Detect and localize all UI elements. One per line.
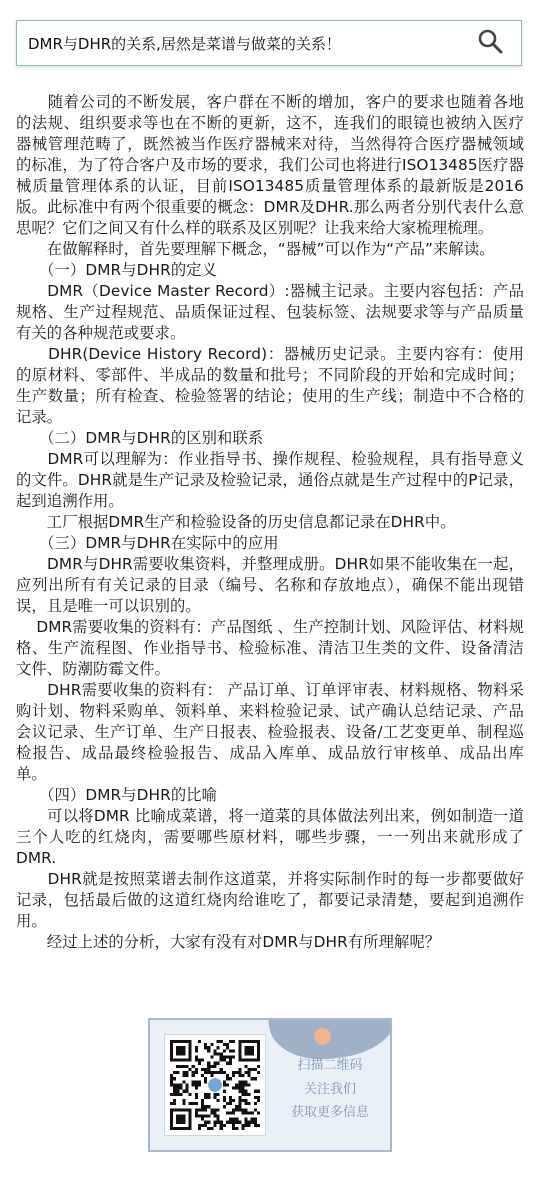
qr-card — [148, 1018, 392, 1152]
article-paragraph: DMR与DHR需要收集资料，并整理成册。DHR如果不能收集在一起，应列出所有有关记录的目录（编号、名称和存放地点），确保不能出现错误，且是唯一可以识别的。 — [16, 555, 524, 615]
qr-caption-line: 扫描二维码 — [297, 1058, 363, 1073]
qr-caption-line: 获取更多信息 — [290, 1105, 369, 1120]
article-body — [16, 92, 524, 953]
section-heading: （二）DMR与DHR的区别和联系 — [16, 429, 264, 447]
article-paragraph: 经过上述的分析，大家有没有对DMR与DHR有所理解呢？ — [16, 933, 441, 951]
article-paragraph: DHR需要收集的资料有： 产品订单、订单评审表、材料规格、物料采购计划、物料采购单、领料单、来料检验记录、试产确认总结记录、产品会议记录、生产订单、生产日报表、检验报表、设备/工艺变更单、制程巡检报告、成品最终检验报告、成品入库单、成品放行审核单、成品出库单。 — [16, 681, 524, 783]
search-bar[interactable] — [16, 20, 522, 66]
section-heading: （四）DMR与DHR的比喻 — [16, 786, 218, 804]
qr-caption — [278, 1054, 382, 1125]
search-icon[interactable] — [477, 28, 521, 58]
article-paragraph: 随着公司的不断发展，客户群在不断的增加，客户的要求也随着各地的法规、组织要求等也在不断的更新，这不，连我们的眼镜也被纳入医疗器械管理范畴了，既然被当作医疗器械来对待，当然得符合医疗器械领域的标准，为了符合客户及市场的要求，我们公司也将进行ISO13485医疗器械质量管理体系的认证，目前ISO13485质量管理体系的最新版是2016版。此标准中有两个很重要的概念：DMR及DHR.那么两者分别代表什么意思呢？它们之间又有什么样的联系及区别呢？让我来给大家梳理梳理。 — [16, 93, 524, 237]
article-paragraph: DHR(Device History Record)：器械历史记录。主要内容有：使用的原材料、零部件、半成品的数量和批号；不同阶段的开始和完成时间；生产数量；所有检查、检验签署的结论；使用的生产线；制造中不合格的记录。 — [16, 345, 524, 426]
search-title: DMR与DHR的关系,居然是菜谱与做菜的关系！ — [28, 34, 341, 53]
section-heading: （一）DMR与DHR的定义 — [16, 261, 218, 279]
qr-caption-line: 关注我们 — [303, 1081, 356, 1097]
qr-code-icon[interactable] — [164, 1034, 266, 1136]
article-paragraph: 可以将DMR 比喻成菜谱，将一道菜的具体做法列出来，例如制造一道三个人吃的红烧肉，需要哪些原材料，哪些步骤，一一列出来就形成了DMR. — [16, 807, 524, 867]
article-paragraph: DMR（Device Master Record）:器械主记录。主要内容包括：产品规格、生产过程规范、品质保证过程、包装标签、法规要求等与产品质量有关的各种规范或要求。 — [16, 282, 524, 342]
article-paragraph: DHR就是按照菜谱去制作这道菜，并将实际制作时的每一步都要做好记录，包括最后做的这道红烧肉给谁吃了，都要记录清楚，要起到追溯作用。 — [16, 870, 524, 930]
article-paragraph: 工厂根据DMR生产和检验设备的历史信息都记录在DHR中。 — [16, 513, 456, 531]
article-paragraph: 在做解释时，首先要理解下概念，“器械”可以作为“产品”来解读。 — [16, 240, 495, 258]
decorative-dot — [314, 1028, 331, 1045]
article-paragraph: DMR可以理解为：作业指导书、操作规程、检验规程，具有指导意义的文件。DHR就是生产记录及检验记录，通俗点就是生产过程中的P记录，起到追溯作用。 — [16, 450, 524, 510]
article-paragraph: DMR需要收集的资料有：产品图纸 、生产控制计划、风险评估、材料规格、生产流程图、作业指导书、检验标准、清洁卫生类的文件、设备清洁文件、防潮防霉文件。 — [16, 618, 524, 678]
section-heading: （三）DMR与DHR在实际中的应用 — [16, 534, 279, 552]
